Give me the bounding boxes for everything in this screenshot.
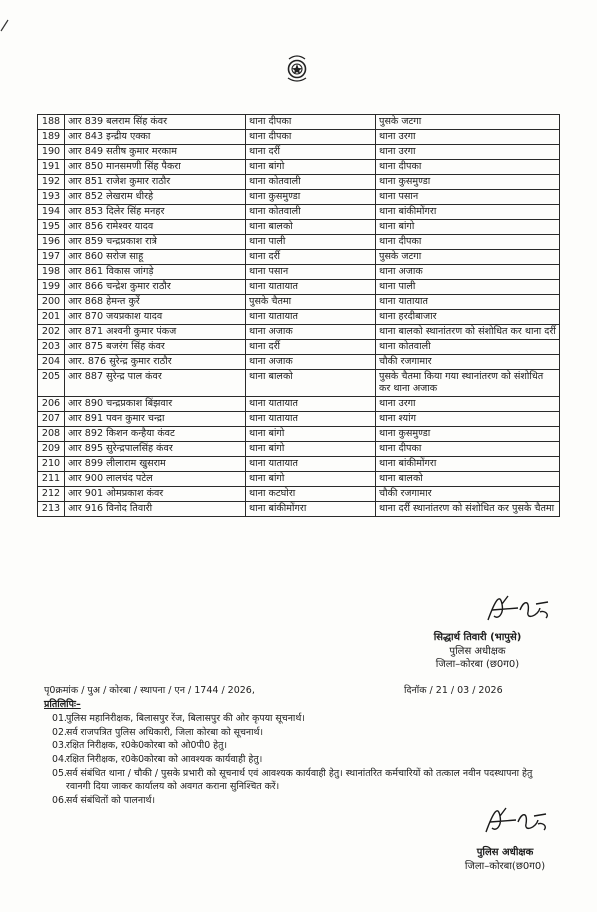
table-row — [38, 175, 560, 190]
corner-mark-icon — [0, 18, 10, 32]
table-row — [38, 310, 560, 325]
employee-name-cell: आर 866 चन्द्रेश कुमार राठौर — [65, 280, 246, 295]
signature-image — [478, 590, 558, 630]
table-row — [38, 325, 560, 340]
signatory-name: सिद्धार्थ तिवारी (भापुसे) — [433, 632, 522, 643]
to-posting-cell: चौकी रजगामार — [376, 487, 560, 502]
employee-name-cell: आर 870 जयप्रकाश यादव — [65, 310, 246, 325]
from-posting-cell: थाना यातायात — [246, 280, 376, 295]
from-posting-cell: थाना पसान — [246, 265, 376, 280]
employee-name-cell: आर 887 सुरेन्द्र पाल कंवर — [65, 370, 246, 397]
serial-number-cell: 211 — [38, 472, 65, 487]
to-posting-cell: थाना कोतवाली — [376, 340, 560, 355]
to-posting-cell: थाना बालको स्थानांतरण को संशोधित कर थाना दर्री — [376, 325, 560, 340]
from-posting-cell: थाना कोतवाली — [246, 205, 376, 220]
to-posting-cell: थाना यातायात — [376, 295, 560, 310]
table-row — [38, 487, 560, 502]
table-row — [38, 295, 560, 310]
to-posting-cell: थाना बांगो — [376, 220, 560, 235]
serial-number-cell: 213 — [38, 502, 65, 517]
to-posting-cell: थाना बांकीमोंगरा — [376, 457, 560, 472]
signatory-designation: पुलिस अधीक्षक — [449, 645, 506, 657]
to-posting-cell: थाना उरगा — [376, 145, 560, 160]
serial-number-cell: 208 — [38, 427, 65, 442]
from-posting-cell: थाना यातायात — [246, 457, 376, 472]
serial-number-cell: 195 — [38, 220, 65, 235]
table-row — [38, 265, 560, 280]
table-row — [38, 502, 560, 517]
employee-name-cell: आर 901 ओमप्रकाश कंवर — [65, 487, 246, 502]
list-item-text: सर्व संबंधित थाना / चौकी / पुसके प्रभारी को सूचनार्थ एवं आवश्यक कार्यवाही हेतु। स्थानांतरित कर्मचारियों को तत्काल नवीन पदस्थापना हेतु रवानगी दिया जाकर कार्यालय को अवगत कराना सुनिश्चित करें। — [66, 767, 533, 793]
from-posting-cell: थाना दीपका — [246, 130, 376, 145]
list-item — [44, 767, 556, 793]
employee-name-cell: आर 843 इन्द्रीय एक्का — [65, 130, 246, 145]
police-emblem-icon — [283, 53, 311, 85]
employee-name-cell: आर 853 दिलेर सिंह मनहर — [65, 205, 246, 220]
transfer-table — [37, 114, 560, 517]
table-row — [38, 250, 560, 265]
from-posting-cell: थाना दर्री — [246, 250, 376, 265]
to-posting-cell: थाना दर्री स्थानांतरण को संशोधित कर पुसके चैतमा — [376, 502, 560, 517]
table-row — [38, 205, 560, 220]
signature-image-2 — [478, 800, 558, 842]
serial-number-cell: 190 — [38, 145, 65, 160]
to-posting-cell: थाना पसान — [376, 190, 560, 205]
serial-number-cell: 203 — [38, 340, 65, 355]
table-row — [38, 355, 560, 370]
from-posting-cell: थाना बालको — [246, 370, 376, 397]
employee-name-cell: आर 850 मानसमणी सिंह पैकरा — [65, 160, 246, 175]
from-posting-cell: थाना बांगो — [246, 472, 376, 487]
to-posting-cell: थाना उरगा — [376, 130, 560, 145]
serial-number-cell: 205 — [38, 370, 65, 397]
employee-name-cell: आर 916 विनोद तिवारी — [65, 502, 246, 517]
serial-number-cell: 200 — [38, 295, 65, 310]
from-posting-cell: थाना दीपका — [246, 115, 376, 130]
serial-number-cell: 212 — [38, 487, 65, 502]
to-posting-cell: थाना अजाक — [376, 265, 560, 280]
to-posting-cell: थाना पाली — [376, 280, 560, 295]
employee-name-cell: आर 871 अश्वनी कुमार पंकज — [65, 325, 246, 340]
list-item — [44, 739, 556, 752]
list-item-number: 04. — [52, 754, 67, 766]
to-posting-cell: थाना दीपका — [376, 235, 560, 250]
employee-name-cell: आर 861 विकास जांगड़े — [65, 265, 246, 280]
employee-name-cell: आर 859 चन्द्रप्रकाश रात्रे — [65, 235, 246, 250]
from-posting-cell: थाना बालको — [246, 220, 376, 235]
list-item — [44, 753, 556, 766]
from-posting-cell: थाना यातायात — [246, 412, 376, 427]
to-posting-cell: थाना कुसमुण्डा — [376, 175, 560, 190]
serial-number-cell: 210 — [38, 457, 65, 472]
list-item-text: रक्षित निरीक्षक, र0के0कोरबा को ओ0पी0 हेतु। — [66, 740, 228, 752]
from-posting-cell: थाना अजाक — [246, 325, 376, 340]
from-posting-cell: थाना कुसमुण्डा — [246, 190, 376, 205]
table-row — [38, 280, 560, 295]
employee-name-cell: आर 851 राजेश कुमार राठौर — [65, 175, 246, 190]
serial-number-cell: 189 — [38, 130, 65, 145]
table-row — [38, 235, 560, 250]
serial-number-cell: 204 — [38, 355, 65, 370]
list-item-number: 06. — [52, 794, 67, 806]
table-row — [38, 427, 560, 442]
list-item-number: 01. — [52, 713, 67, 724]
serial-number-cell: 194 — [38, 205, 65, 220]
signatory-block — [395, 631, 560, 672]
to-posting-cell: चौकी रजगामार — [376, 355, 560, 370]
employee-name-cell: आर 895 सुरेन्द्रपालसिंह कंवर — [65, 442, 246, 457]
table-row — [38, 457, 560, 472]
employee-name-cell: आर 892 किशन कन्हैया कंवट — [65, 427, 246, 442]
table-row — [38, 472, 560, 487]
serial-number-cell: 193 — [38, 190, 65, 205]
serial-number-cell: 196 — [38, 235, 65, 250]
to-posting-cell: पुसके जटगा — [376, 115, 560, 130]
to-posting-cell: थाना श्यांग — [376, 412, 560, 427]
table-row — [38, 412, 560, 427]
to-posting-cell: थाना हरदीबाजार — [376, 310, 560, 325]
from-posting-cell: थाना बांगो — [246, 427, 376, 442]
to-posting-cell: थाना दीपका — [376, 442, 560, 457]
from-posting-cell: थाना बांगो — [246, 442, 376, 457]
list-item-number: 05. — [52, 767, 67, 779]
from-posting-cell: पुसके चैतमा — [246, 295, 376, 310]
list-item-text: रक्षित निरीक्षक, र0के0कोरबा को आवश्यक कार्यवाही हेतु। — [66, 754, 263, 766]
to-posting-cell: थाना बांकीमोंगरा — [376, 205, 560, 220]
from-posting-cell: थाना दर्री — [246, 340, 376, 355]
footer-signatory-district: जिला–कोरबा(छ0ग0) — [464, 860, 546, 872]
from-posting-cell: थाना अजाक — [246, 355, 376, 370]
to-posting-cell: थाना बालको — [376, 472, 560, 487]
employee-name-cell: आर 839 बलराम सिंह कंवर — [65, 115, 246, 130]
list-item-text: सर्व संबंधितों को पालनार्थ। — [66, 794, 156, 806]
serial-number-cell: 209 — [38, 442, 65, 457]
employee-name-cell: आर 849 सतीष कुमार मरकाम — [65, 145, 246, 160]
from-posting-cell: थाना कोतवाली — [246, 175, 376, 190]
serial-number-cell: 202 — [38, 325, 65, 340]
from-posting-cell: थाना बांकीमोंगरा — [246, 502, 376, 517]
transfer-table-body — [38, 115, 560, 517]
table-row — [38, 160, 560, 175]
list-item — [44, 712, 556, 725]
from-posting-cell: थाना कटघोरा — [246, 487, 376, 502]
to-posting-cell: थाना उरगा — [376, 397, 560, 412]
to-posting-cell: थाना दीपका — [376, 160, 560, 175]
employee-name-cell: आर 890 चन्द्रप्रकाश बिंझवार — [65, 397, 246, 412]
from-posting-cell: थाना यातायात — [246, 310, 376, 325]
table-row — [38, 370, 560, 397]
table-row — [38, 340, 560, 355]
table-row — [38, 130, 560, 145]
employee-name-cell: आर 875 बजरंग सिंह कंवर — [65, 340, 246, 355]
table-row — [38, 190, 560, 205]
serial-number-cell: 197 — [38, 250, 65, 265]
to-posting-cell: थाना कुसमुण्डा — [376, 427, 560, 442]
footer-signatory-block — [440, 846, 570, 873]
table-row — [38, 145, 560, 160]
serial-number-cell: 207 — [38, 412, 65, 427]
list-item — [44, 726, 556, 739]
employee-name-cell: आर 868 हेमन्त कुर्रे — [65, 295, 246, 310]
list-item-number: 02. — [52, 726, 67, 738]
employee-name-cell: आर 856 रामेश्वर यादव — [65, 220, 246, 235]
list-item-number: 03. — [52, 740, 67, 752]
table-row — [38, 397, 560, 412]
list-item-text: सर्व राजपत्रित पुलिस अधिकारी, जिला कोरबा को सूचनार्थ। — [66, 726, 264, 738]
serial-number-cell: 201 — [38, 310, 65, 325]
employee-name-cell: आर 891 पवन कुमार चन्द्रा — [65, 412, 246, 427]
employee-name-cell: आर 899 लीलाराम खुसराम — [65, 457, 246, 472]
copy-list — [44, 712, 556, 807]
employee-name-cell: आर 860 सरोज साहू — [65, 250, 246, 265]
to-posting-cell: पुसके चैतमा किया गया स्थानांतरण को संशोधित कर थाना अजाक — [376, 370, 560, 397]
serial-number-cell: 191 — [38, 160, 65, 175]
from-posting-cell: थाना दर्री — [246, 145, 376, 160]
serial-number-cell: 192 — [38, 175, 65, 190]
from-posting-cell: थाना बांगो — [246, 160, 376, 175]
signatory-district: जिला–कोरबा (छ0ग0) — [435, 659, 520, 670]
serial-number-cell: 199 — [38, 280, 65, 295]
footer-signatory-designation: पुलिस अधीक्षक — [476, 847, 534, 858]
copy-heading: प्रतिलिपिः– — [44, 699, 81, 710]
to-posting-cell: पुसके जटगा — [376, 250, 560, 265]
employee-name-cell: आर. 876 सुरेन्द्र कुमार राठौर — [65, 355, 246, 370]
serial-number-cell: 198 — [38, 265, 65, 280]
table-row — [38, 115, 560, 130]
list-item-text: पुलिस महानिरीक्षक, बिलासपुर रेंज, बिलासपुर की ओर कृपया सूचनार्थ। — [66, 713, 305, 724]
table-row — [38, 220, 560, 235]
reference-date: दिनॉक / 21 / 03 / 2026 — [404, 685, 503, 696]
employee-name-cell: आर 852 लेखराम धीरहे — [65, 190, 246, 205]
serial-number-cell: 188 — [38, 115, 65, 130]
reference-number: पृ0क्रमांक / पुअ / कोरबा / स्थापना / एन / 1744 / 2026, — [44, 685, 255, 696]
from-posting-cell: थाना यातायात — [246, 397, 376, 412]
employee-name-cell: आर 900 लालचंद पटेल — [65, 472, 246, 487]
serial-number-cell: 206 — [38, 397, 65, 412]
table-row — [38, 442, 560, 457]
from-posting-cell: थाना पाली — [246, 235, 376, 250]
